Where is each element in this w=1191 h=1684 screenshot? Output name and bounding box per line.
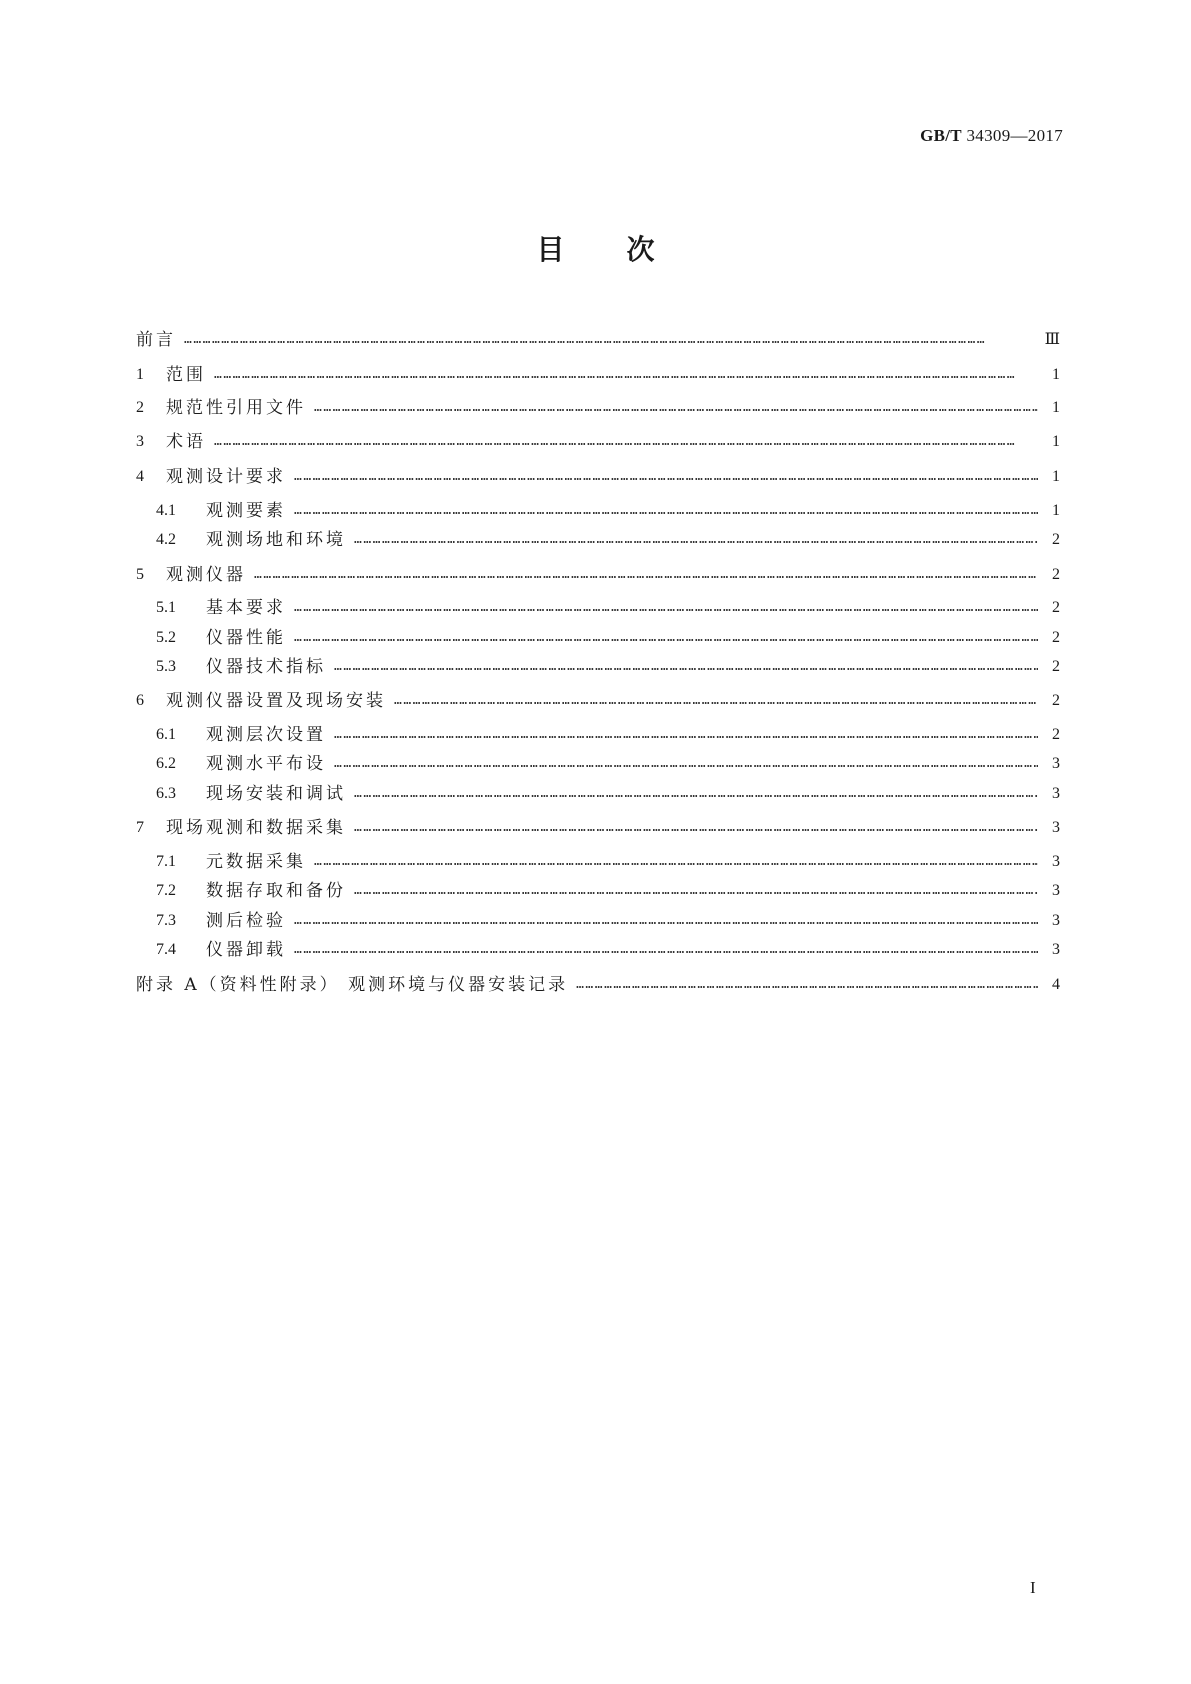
toc-entry[interactable] (156, 936, 1060, 964)
toc-entry[interactable] (136, 428, 1060, 456)
toc-entry[interactable] (156, 848, 1060, 876)
toc-entry-number: 6.2 (156, 755, 176, 772)
toc-entry-number: 7 (136, 819, 144, 836)
toc-dot-leader (354, 780, 1038, 808)
toc-entry-number: 7.1 (156, 853, 176, 870)
toc-title-char-2: 次 (626, 233, 655, 266)
toc-entry-label: 前言 (136, 330, 176, 350)
toc-entry-label: 观测设计要求 (166, 467, 286, 487)
toc-entry-label: 观测层次设置 (206, 725, 326, 745)
toc-dot-leader (576, 971, 1038, 999)
page-number: I (1030, 1578, 1036, 1597)
toc-entry-label: 测后检验 (206, 911, 286, 931)
toc-dot-leader (314, 848, 1038, 876)
toc-entry-page: 2 (1052, 692, 1060, 709)
toc-entry-page: 3 (1052, 941, 1060, 958)
toc-entry-number: 2 (136, 399, 144, 416)
toc-entry-page: 3 (1052, 785, 1060, 802)
toc-entry-page: 4 (1052, 976, 1060, 993)
toc-dot-leader (294, 463, 1038, 491)
toc-entry-page: 1 (1052, 433, 1060, 450)
toc-entry-label: 仪器卸载 (206, 940, 286, 960)
toc-dot-leader (314, 394, 1038, 422)
toc-entry-page: 3 (1052, 882, 1060, 899)
toc-entry[interactable] (136, 814, 1060, 842)
toc-entry-page: 2 (1052, 726, 1060, 743)
toc-dot-leader (214, 428, 1038, 456)
toc-entry-label: 观测场地和环境 (206, 530, 346, 550)
toc-entry-page: 1 (1052, 502, 1060, 519)
toc-entry[interactable] (136, 971, 1060, 999)
toc-dot-leader (354, 877, 1038, 905)
toc-entry-page: 3 (1052, 755, 1060, 772)
toc-entry-page: 3 (1052, 853, 1060, 870)
toc-dot-leader (254, 561, 1038, 589)
toc-entry-page: 2 (1052, 566, 1060, 583)
toc-entry-number: 6.3 (156, 785, 176, 802)
toc-entry-label: 术语 (166, 432, 206, 452)
toc-dot-leader (394, 687, 1038, 715)
toc-entry-number: 7.2 (156, 882, 176, 899)
toc-entry-number: 7.3 (156, 912, 176, 929)
document-code (920, 126, 1063, 146)
toc-entry-label: 仪器性能 (206, 628, 286, 648)
toc-dot-leader (334, 750, 1038, 778)
toc-entry[interactable] (136, 361, 1060, 389)
toc-entry-label: 现场安装和调试 (206, 784, 346, 804)
toc-dot-leader (354, 526, 1038, 554)
toc-entry-number: 7.4 (156, 941, 176, 958)
toc-dot-leader (294, 624, 1038, 652)
toc-entry-number: 4.1 (156, 502, 176, 519)
toc-entry-page: 2 (1052, 629, 1060, 646)
toc-entry-label: 数据存取和备份 (206, 881, 346, 901)
toc-entry[interactable] (136, 326, 1060, 354)
toc-title-char-1: 目 (536, 233, 565, 266)
toc-dot-leader (334, 653, 1038, 681)
toc-entry-page: 1 (1052, 468, 1060, 485)
toc-entry[interactable] (136, 561, 1060, 589)
toc-entry[interactable] (156, 497, 1060, 525)
toc-entry-label: 观测水平布设 (206, 754, 326, 774)
toc-dot-leader (184, 326, 1038, 354)
toc-entry[interactable] (156, 721, 1060, 749)
toc-entry-number: 5.3 (156, 658, 176, 675)
toc-entry-number: 1 (136, 366, 144, 383)
toc-entry-page: Ⅲ (1044, 331, 1060, 348)
toc-entry-number: 5 (136, 566, 144, 583)
toc-dot-leader (294, 497, 1038, 525)
toc-dot-leader (294, 936, 1038, 964)
standard-number: 34309—2017 (966, 126, 1063, 145)
toc-entry-number: 6.1 (156, 726, 176, 743)
toc-dot-leader (214, 361, 1038, 389)
toc-entry-number: 5.2 (156, 629, 176, 646)
toc-entry[interactable] (156, 653, 1060, 681)
toc-entry-label: 观测要素 (206, 501, 286, 521)
toc-entry-label: 规范性引用文件 (166, 398, 306, 418)
toc-dot-leader (334, 721, 1038, 749)
toc-entry-number: 6 (136, 692, 144, 709)
toc-dot-leader (294, 907, 1038, 935)
toc-entry-page: 3 (1052, 819, 1060, 836)
toc-entry-label: 仪器技术指标 (206, 657, 326, 677)
toc-dot-leader (354, 814, 1038, 842)
toc-entry-label: 基本要求 (206, 598, 286, 618)
toc-entry[interactable] (156, 877, 1060, 905)
toc-entry-number: 4.2 (156, 531, 176, 548)
toc-entry-page: 2 (1052, 531, 1060, 548)
toc-entry[interactable] (136, 687, 1060, 715)
toc-entry[interactable] (156, 594, 1060, 622)
toc-entry[interactable] (156, 780, 1060, 808)
toc-entry-label: 观测仪器设置及现场安装 (166, 691, 386, 711)
toc-dot-leader (294, 594, 1038, 622)
standard-prefix: GB/T (920, 126, 962, 145)
toc-entry-page: 2 (1052, 658, 1060, 675)
toc-entry-label: 现场观测和数据采集 (166, 818, 346, 838)
toc-entry[interactable] (136, 463, 1060, 491)
toc-entry-label: 观测仪器 (166, 565, 246, 585)
toc-entry-page: 1 (1052, 366, 1060, 383)
toc-entry[interactable] (156, 526, 1060, 554)
toc-entry-label: 范围 (166, 365, 206, 385)
toc-entry-number: 4 (136, 468, 144, 485)
toc-entry-page: 1 (1052, 399, 1060, 416)
toc-entry-label: 附录 A（资料性附录） 观测环境与仪器安装记录 (136, 975, 569, 995)
toc-entry[interactable] (156, 624, 1060, 652)
toc-entry-page: 2 (1052, 599, 1060, 616)
toc-title (0, 228, 1191, 268)
toc-entry-number: 5.1 (156, 599, 176, 616)
toc-entry-page: 3 (1052, 912, 1060, 929)
toc-entry[interactable] (156, 907, 1060, 935)
toc-entry-number: 3 (136, 433, 144, 450)
toc-entry-label: 元数据采集 (206, 852, 306, 872)
toc-entry[interactable] (156, 750, 1060, 778)
toc-entry[interactable] (136, 394, 1060, 422)
